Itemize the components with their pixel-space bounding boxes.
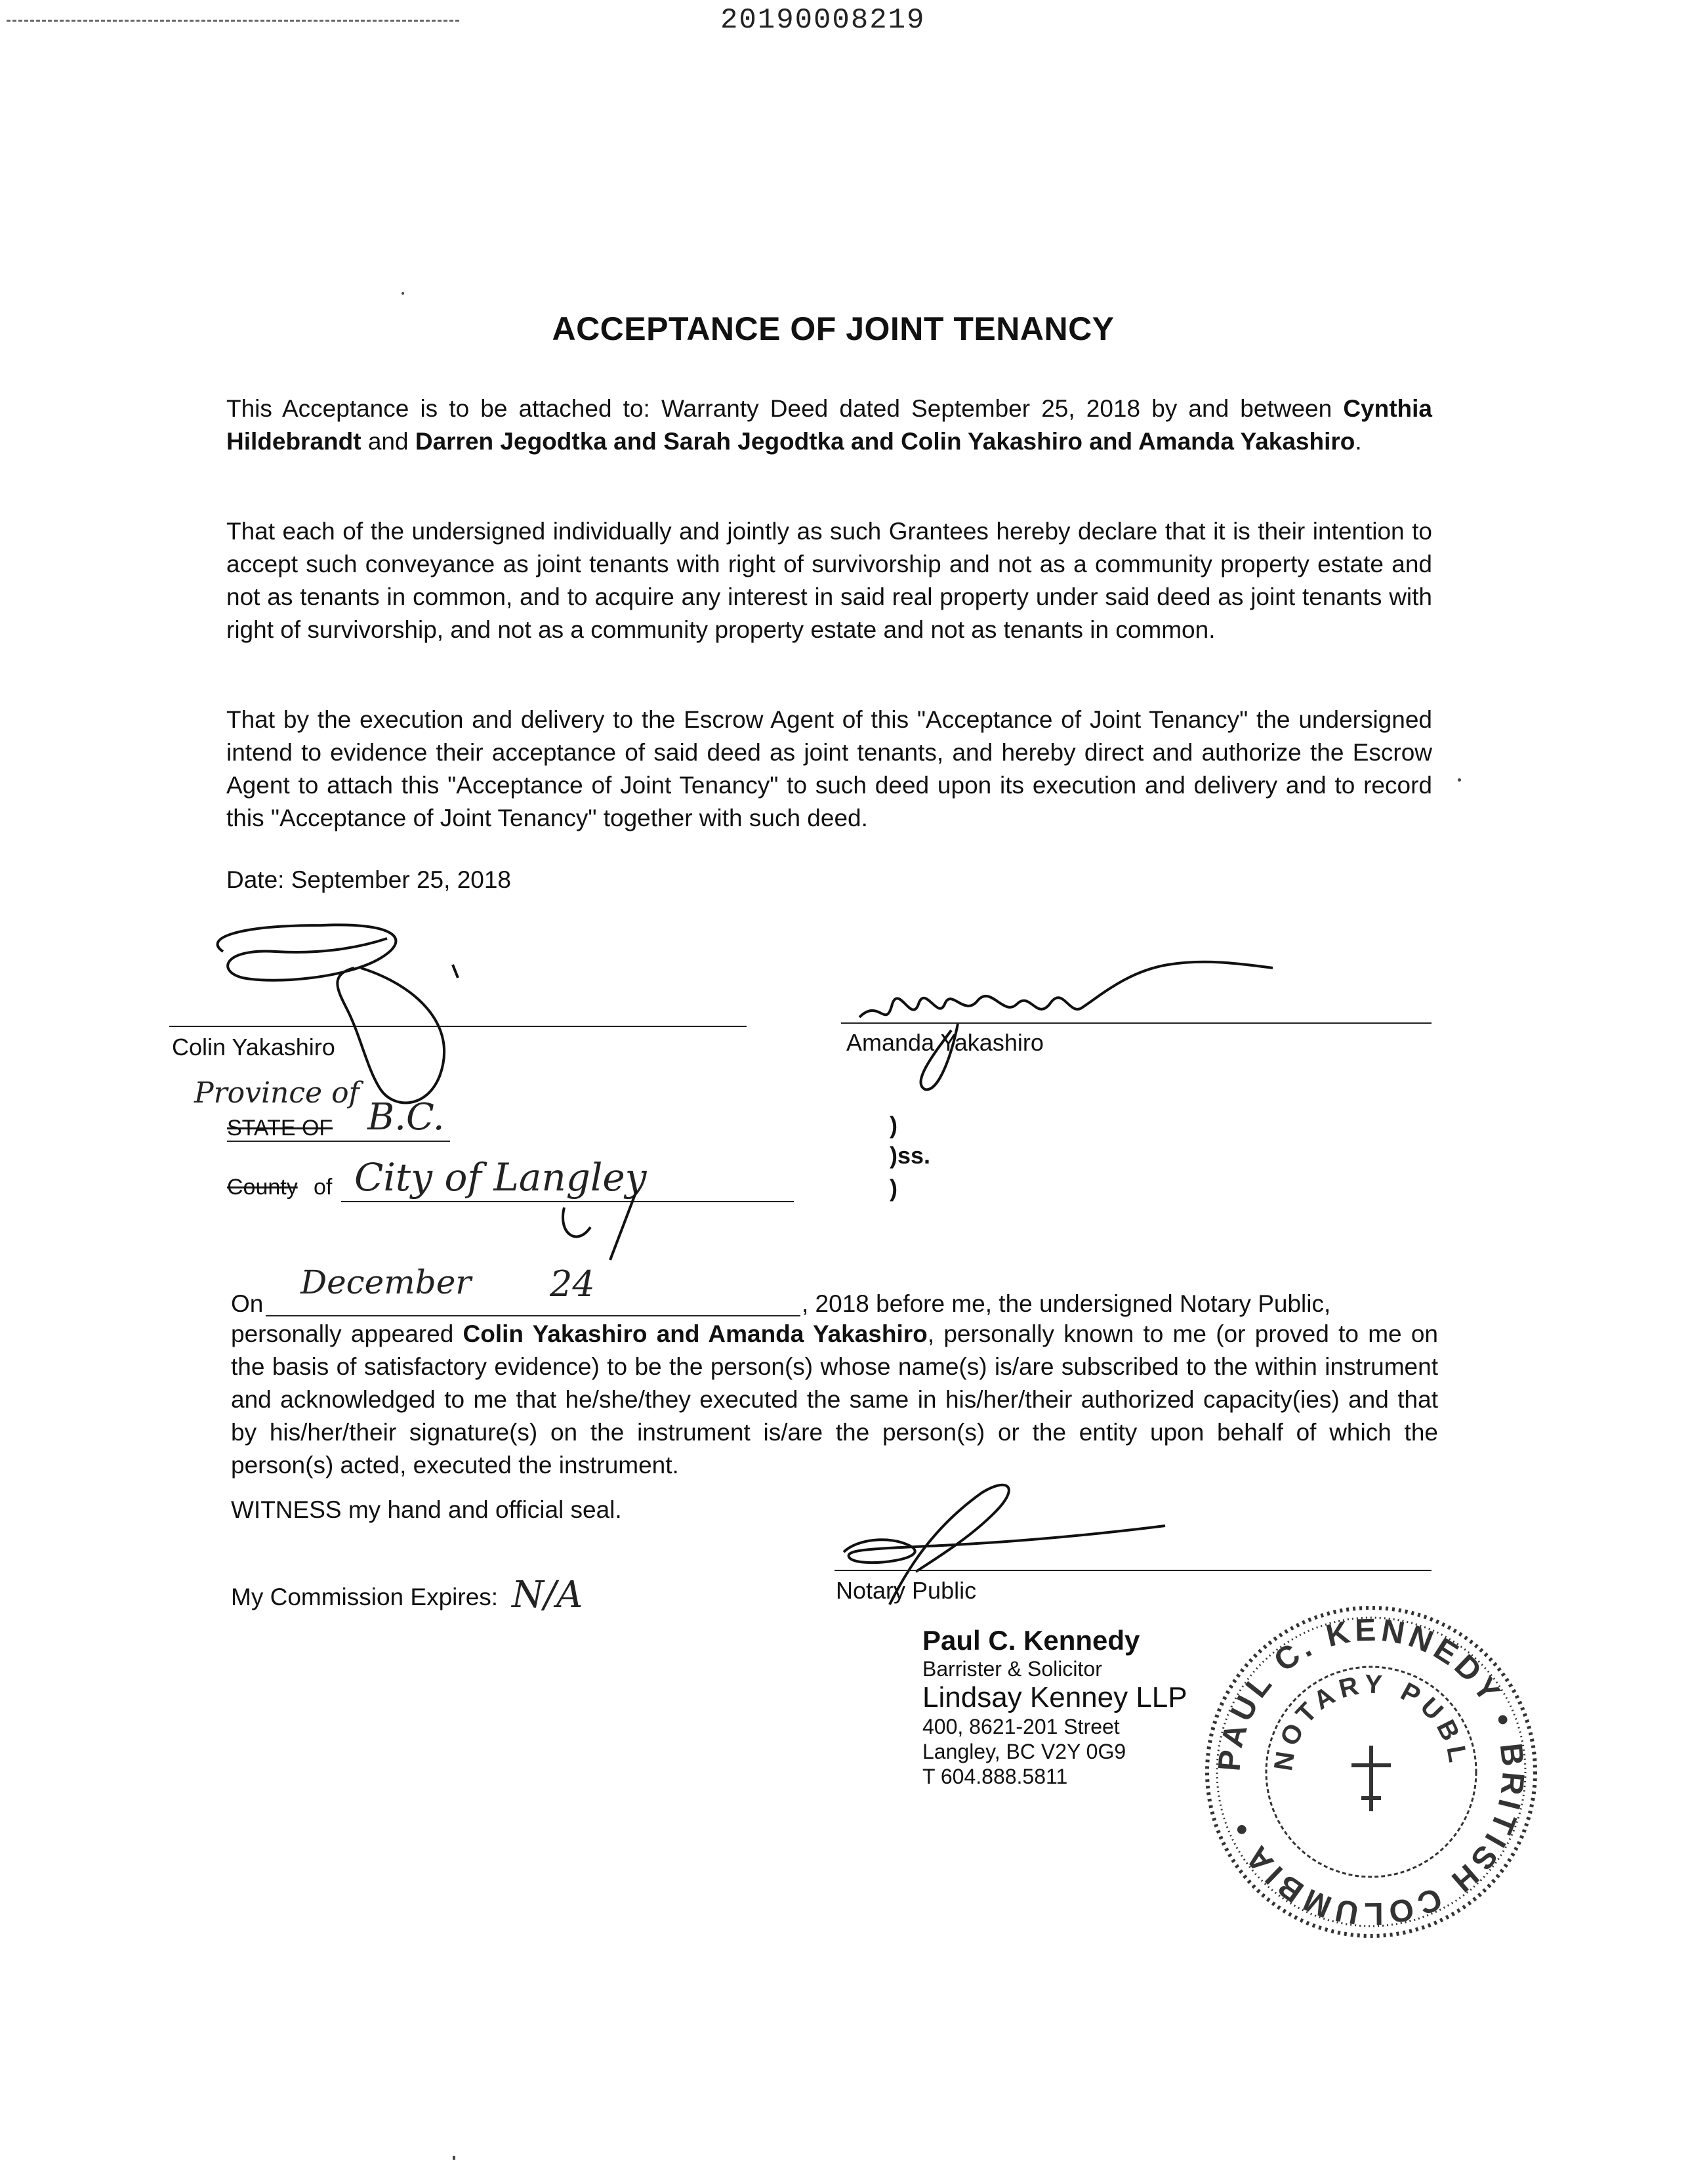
seal-inner-text: NOTARY PUBLIC [1182, 1578, 1474, 1773]
ack-on: On [231, 1290, 264, 1317]
paragraph-attachment [226, 392, 1432, 458]
ack-body-text: , personally known to me (or proved to me on the basis of satisfactory evidence) to be the person(s) whose name(s) is/are subscribed to the within instrument and acknowledged to me that he/she/they executed the same in his/her/their authorized capacity(ies) and that by his/her/their signature(s) on the instrument is/are the person(s) or the entity upon behalf of which the person(s) acted, executed the instrument. [231, 1320, 1439, 1479]
ack-date-line [266, 1315, 800, 1316]
scan-speck [402, 292, 404, 295]
state-line [227, 1141, 450, 1142]
notary-signature-line [835, 1570, 1432, 1571]
right-signer-name: Amanda Yakashiro [846, 1029, 1044, 1056]
notary-phone: T 604.888.5811 [922, 1765, 1068, 1788]
notary-stamp-block [922, 1625, 1187, 1789]
paragraph-escrow: That by the execution and delivery to the Escrow Agent of this "Acceptance of Joint Tenancy" the undersigned intend to evidence their acceptance of said deed as joint tenants, and hereby direct and authorize the Escrow Agent to attach this "Acceptance of Joint Tenancy" to such deed upon its execution and delivery and to record this "Acceptance of Joint Tenancy" together with such deed. [226, 706, 1432, 831]
state-handwritten: B.C. [367, 1096, 445, 1139]
para1-end: . [1355, 428, 1362, 455]
document-number: 20190008219 [720, 4, 926, 37]
commission-value-handwritten: N/A [512, 1574, 583, 1616]
venue-bracket-1: ) [890, 1112, 897, 1139]
amanda-signature [853, 958, 1286, 1129]
notary-name: Paul C. Kennedy [922, 1625, 1140, 1656]
province-handwritten: Province of [194, 1076, 360, 1110]
grantee-names: Darren Jegodtka and Sarah Jegodtka and Colin Yakashiro and Amanda Yakashiro [415, 428, 1355, 455]
county-handwritten: City of Langley [354, 1155, 647, 1200]
notary-title: Barrister & Solicitor [922, 1657, 1102, 1681]
notary-address-1: 400, 8621-201 Street [922, 1715, 1120, 1738]
notary-seal-icon [1182, 1578, 1548, 1942]
ack-month-handwritten: December [300, 1263, 472, 1301]
left-signer-name: Colin Yakashiro [172, 1034, 335, 1060]
county-of-label: of [314, 1175, 333, 1200]
venue-bracket-ss: )ss. [890, 1142, 931, 1169]
witness-text: WITNESS my hand and official seal. [231, 1496, 622, 1523]
para1-and: and [361, 428, 415, 455]
commission-label: My Commission Expires: [231, 1584, 499, 1610]
notary-public-label: Notary Public [836, 1577, 977, 1604]
venue-bracket-3: ) [890, 1175, 897, 1202]
ack-year-text: , 2018 before me, the undersigned Notary Public, [802, 1290, 1331, 1317]
notary-address-2: Langley, BC V2Y 0G9 [922, 1740, 1126, 1763]
seal-outer-text: PAUL C. KENNEDY • BRITISH COLUMBIA • [1212, 1612, 1531, 1931]
county-struck: County [227, 1175, 298, 1200]
date-line: Date: September 25, 2018 [226, 866, 512, 893]
county-handwriting-flourish [538, 1188, 656, 1267]
scan-speck [453, 2156, 455, 2160]
ack-body [231, 1318, 1438, 1482]
para1-text: This Acceptance is to be attached to: Warranty Deed dated September 25, 2018 by and between [226, 395, 1344, 422]
ack-appeared-names: Colin Yakashiro and Amanda Yakashiro [463, 1320, 928, 1347]
ack-day-handwritten: 24 [550, 1263, 595, 1305]
grantor-name: Cynthia Hildebrandt [226, 395, 1432, 455]
header-dash-line [7, 20, 459, 22]
document-title: ACCEPTANCE OF JOINT TENANCY [552, 310, 1115, 347]
state-of-struck: STATE OF [227, 1116, 333, 1141]
paragraph-declaration: That each of the undersigned individually and jointly as such Grantees hereby declare that it is their intention to accept such conveyance as joint tenants with right of survivorship and not as a community property estate and not as tenants in common, and to acquire any interest in said real property under said deed as joint tenants with right of survivorship, and not as a community property estate and not as tenants in common. [226, 518, 1432, 643]
ack-body-intro: personally appeared [231, 1320, 463, 1347]
notary-firm: Lindsay Kenney LLP [922, 1681, 1187, 1713]
scan-speck [1458, 778, 1461, 782]
